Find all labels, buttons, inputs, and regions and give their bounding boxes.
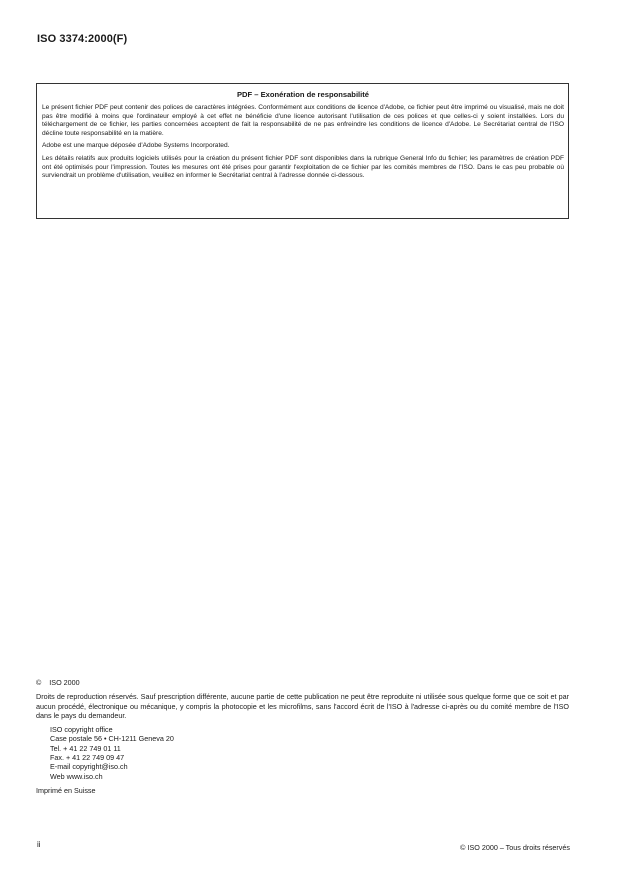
iso-address <box>50 725 569 781</box>
disclaimer-title: PDF – Exonération de responsabilité <box>236 90 370 99</box>
address-email: E-mail copyright@iso.ch <box>50 762 128 772</box>
copyright-section <box>36 678 569 795</box>
address-office: ISO copyright office <box>50 725 113 735</box>
printed-in: Imprimé en Suisse <box>36 785 96 795</box>
document-id: ISO 3374:2000(F) <box>37 33 128 45</box>
disclaimer-paragraph-trademark: Adobe est une marque déposée d'Adobe Systems Incorporated. <box>42 142 230 150</box>
copyright-year: ISO 2000 <box>49 678 80 687</box>
address-web: Web www.iso.ch <box>50 771 103 781</box>
pdf-disclaimer-box <box>36 83 569 219</box>
disclaimer-paragraph-license: Le présent fichier PDF peut contenir des polices de caractères intégrées. Conformément aux conditions de licence d'Adobe, ce fichier peut être imprimé ou visualisé, mais ne doit pas être modifié à moins que l'ordinateur employé à cet effet ne bénéficie d'une licence autorisant l'utilisation de ces polices et que celles-ci y soient installées. Lors du téléchargement de ce fichier, les parties concernées acceptent de fait la responsabilité de ne pas enfreindre les conditions de licence d'Adobe. Le Secrétariat central de l'ISO décline toute responsabilité en la matière. <box>42 104 564 137</box>
address-postal: Case postale 56 • CH-1211 Geneva 20 <box>50 734 174 744</box>
footer-copyright: © ISO 2000 – Tous droits réservés <box>460 843 570 852</box>
rights-reserved-text: Droits de reproduction réservés. Sauf prescription différente, aucune partie de cette publication ne peut être reproduite ni utilisée sous quelque forme que ce soit et par aucun procédé, électronique ou mécanique, y compris la photocopie et les microfilms, sans l'accord écrit de l'ISO à l'adresse ci-après ou du comité membre de l'ISO dans le pays du demandeur. <box>36 692 569 720</box>
copyright-year-line <box>36 678 569 687</box>
address-tel: Tel. + 41 22 749 01 11 <box>50 743 121 753</box>
copyright-symbol: © <box>36 678 42 687</box>
address-fax: Fax. + 41 22 749 09 47 <box>50 753 125 763</box>
disclaimer-paragraph-details: Les détails relatifs aux produits logiciels utilisés pour la création du présent fichier PDF sont disponibles dans la rubrique General Info du fichier; les paramètres de création PDF ont été optimisés pour l'impression. Toutes les mesures ont été prises pour garantir l'exploitation de ce fichier par les comités membres de l'ISO. Dans le cas peu probable où surviendrait un problème d'utilisation, veuillez en informer le Secrétariat central à l'adresse donnée ci-dessous. <box>42 154 564 180</box>
page-number: ii <box>37 840 41 849</box>
